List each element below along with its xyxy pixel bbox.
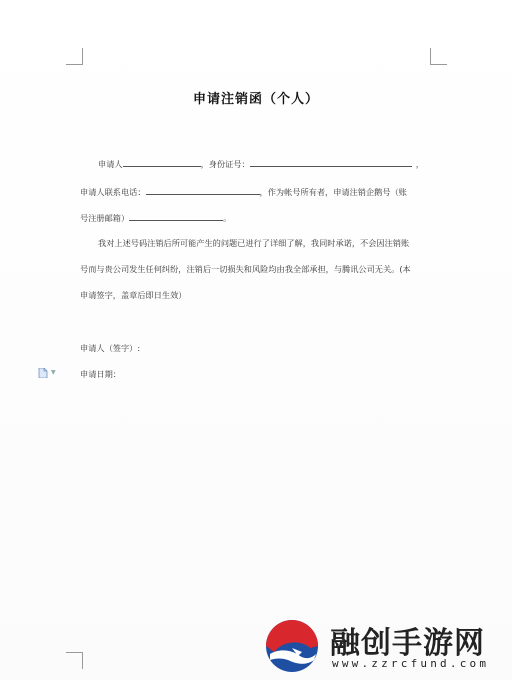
crop-mark-top-right	[430, 48, 447, 65]
signature-line: 申请人（签字）:	[80, 343, 141, 353]
email-blank[interactable]	[129, 211, 223, 221]
id-number-label: ，身份证号：	[200, 159, 250, 169]
crop-mark-bottom-left	[66, 652, 83, 669]
contact-phone-blank[interactable]	[146, 185, 260, 195]
brand-url: www.zzrcfund.com	[332, 657, 490, 670]
row1-end: ，	[415, 159, 424, 169]
id-number-blank[interactable]	[250, 157, 412, 167]
paragraph-line-1: 我对上述号码注销后所可能产生的问题已进行了详细了解，我同时承诺，不会因注销账	[98, 238, 410, 248]
applicant-name-label: 申请人	[98, 159, 123, 169]
date-line: 申请日期：	[80, 369, 121, 379]
brand-name: 融创手游网	[330, 626, 485, 661]
email-row	[80, 211, 231, 224]
email-label: 号注册邮箱）	[80, 213, 130, 223]
paragraph-line-3: 申请签字，盖章后即日生效）	[80, 290, 187, 300]
crop-mark-top-left	[66, 48, 83, 65]
brand-logo-icon	[262, 618, 322, 674]
contact-row	[80, 185, 407, 198]
contact-label: 申请人联系电话：	[80, 187, 146, 197]
contact-row-text: ，作为帐号所有者，申请注销企鹅号（账	[259, 187, 407, 197]
paragraph-line-2: 号而与贵公司发生任何纠纷，注销后一切损失和风险均由我全部承担，与腾讯公司无关。(本	[80, 264, 411, 274]
doc-icon[interactable]	[38, 368, 48, 378]
applicant-name-blank[interactable]	[123, 157, 201, 167]
document-title: 申请注销函（个人）	[192, 92, 319, 107]
chevron-down-icon[interactable]: ▼	[51, 369, 56, 376]
row3-end: 。	[223, 213, 232, 223]
applicant-row	[98, 157, 424, 170]
